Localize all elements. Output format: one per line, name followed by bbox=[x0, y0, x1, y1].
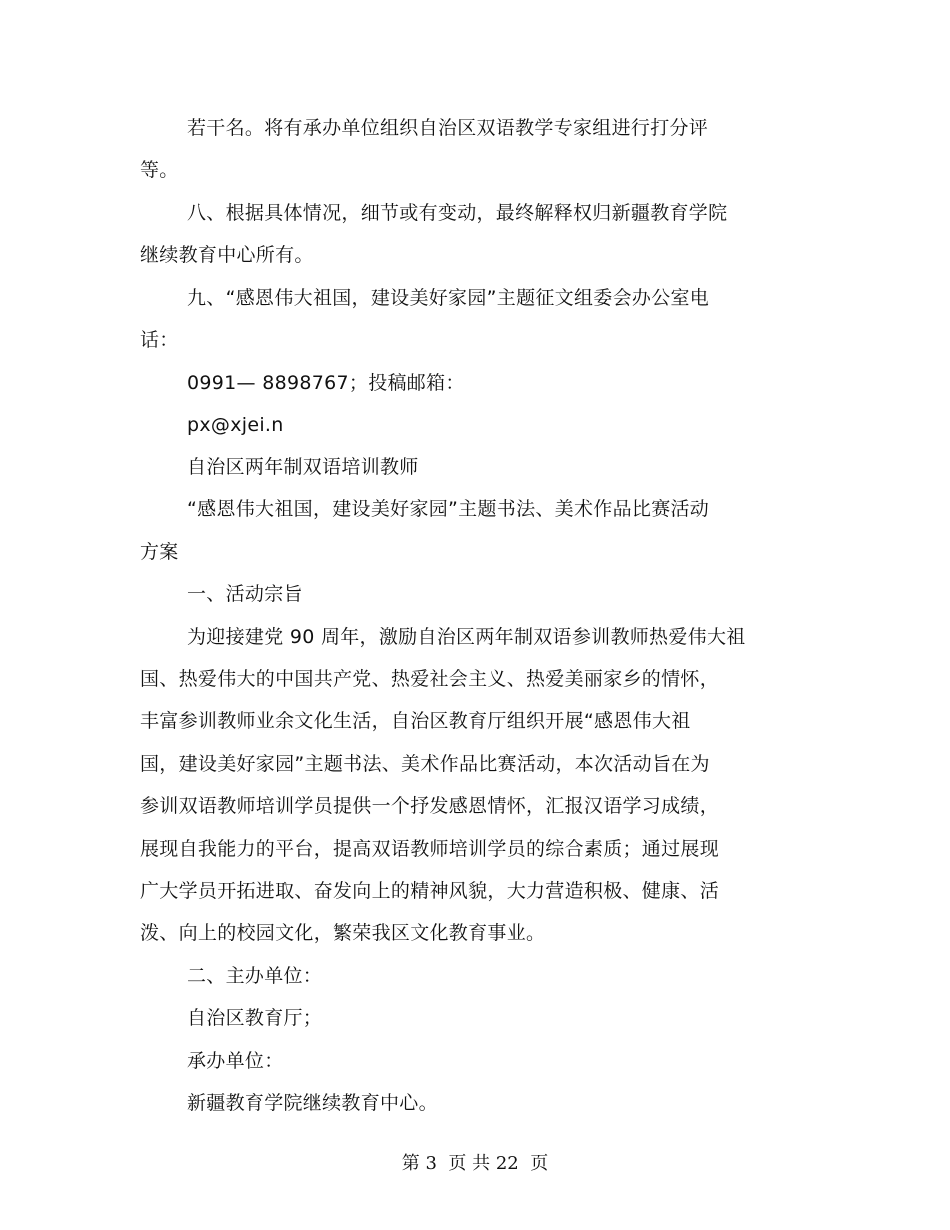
text-line: 参训双语教师培训学员提供一个抒发感恩情怀，汇报汉语学习成绩， bbox=[140, 795, 720, 817]
text-line: 方案 bbox=[140, 541, 179, 563]
text-line: 自治区两年制双语培训教师 bbox=[187, 456, 419, 478]
text-line: 展现自我能力的平台，提高双语教师培训学员的综合素质；通过展现 bbox=[140, 838, 720, 860]
text-line: 丰富参训教师业余文化生活，自治区教育厅组织开展“感恩伟大祖 bbox=[140, 710, 691, 732]
text-line: 九、“感恩伟大祖国，建设美好家园”主题征文组委会办公室电 bbox=[187, 287, 710, 309]
text-line: 新疆教育学院继续教育中心。 bbox=[187, 1092, 438, 1114]
text-line: 八、根据具体情况，细节或有变动，最终解释权归新疆教育学院 bbox=[187, 202, 728, 224]
text-line: 若干名。将有承办单位组织自治区双语教学专家组进行打分评 bbox=[187, 117, 709, 139]
text-line: 为迎接建党 90 周年，激励自治区两年制双语参训教师热爱伟大祖 bbox=[187, 626, 746, 648]
text-line: 广大学员开拓进取、奋发向上的精神风貌，大力营造积极、健康、活 bbox=[140, 880, 720, 902]
text-line: 自治区教育厅； bbox=[187, 1007, 323, 1029]
section-heading: 一、活动宗旨 bbox=[187, 583, 303, 605]
text-line: px@xjei.n bbox=[187, 414, 284, 436]
text-line: 国、热爱伟大的中国共产党、热爱社会主义、热爱美丽家乡的情怀， bbox=[140, 668, 720, 690]
section-heading: 二、主办单位： bbox=[187, 965, 323, 987]
text-line: 0991— 8898767；投稿邮箱： bbox=[187, 372, 465, 394]
page-number-footer: 第 3 页 共 22 页 bbox=[401, 1153, 549, 1174]
text-line: 继续教育中心所有。 bbox=[140, 244, 314, 266]
text-line: 话： bbox=[140, 329, 179, 351]
text-line: “感恩伟大祖国，建设美好家园”主题书法、美术作品比赛活动 bbox=[187, 498, 710, 520]
text-line: 泼、向上的校园文化，繁荣我区文化教育事业。 bbox=[140, 922, 546, 944]
text-line: 承办单位： bbox=[187, 1050, 284, 1072]
text-line: 国，建设美好家园”主题书法、美术作品比赛活动，本次活动旨在为 bbox=[140, 753, 710, 775]
text-line: 等。 bbox=[140, 159, 179, 181]
